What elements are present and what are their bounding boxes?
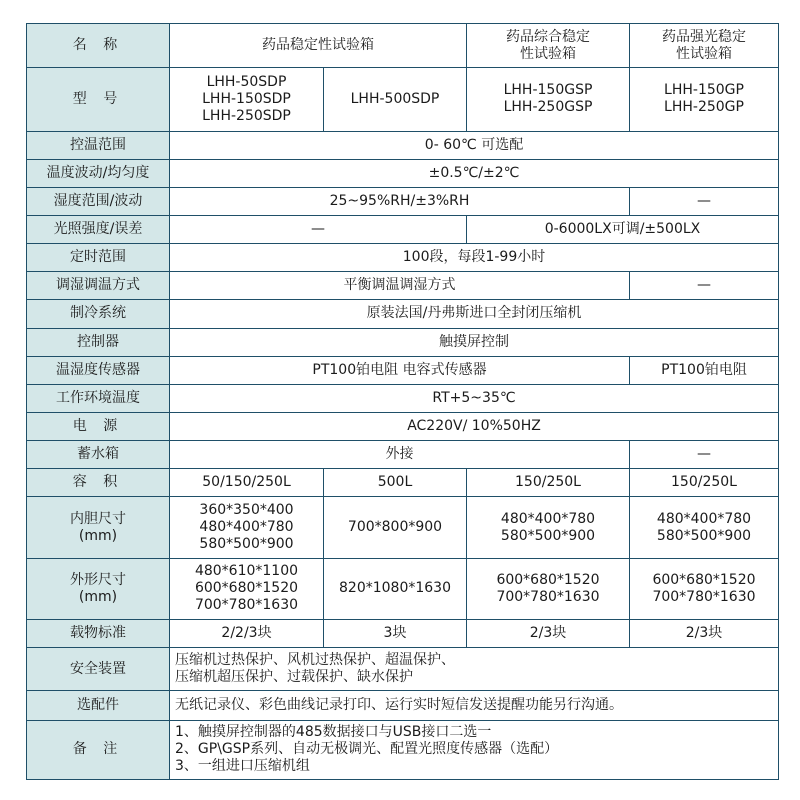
outer-size-c4: 600*680*1520 700*780*1630 [630,558,779,619]
sensor-value: PT100铂电阻 电容式传感器 [170,356,630,384]
sensor-c4: PT100铂电阻 [630,356,779,384]
safety-value: 压缩机过热保护、风机过热保护、超温保护、 压缩机超压保护、过载保护、缺水保护 [170,648,779,691]
options-value: 无纸记录仪、彩色曲线记录打印、运行实时短信发送提醒功能另行沟通。 [170,691,779,720]
model-c4: LHH-150GP LHH-250GP [630,68,779,131]
shelves-c2: 3块 [324,620,467,648]
control-mode-value: 平衡调温调湿方式 [170,272,630,300]
temp-fluct-label: 温度波动/均匀度 [27,159,170,187]
timer-label: 定时范围 [27,244,170,272]
inner-size-c3: 480*400*780 580*500*900 [467,497,630,558]
row-outer-size [27,558,779,619]
model-c1: LHH-50SDP LHH-150SDP LHH-250SDP [170,68,324,131]
temp-range-value: 0- 60℃ 可选配 [170,131,779,159]
light-c34: 0-6000LX可调/±500LX [467,215,779,243]
volume-c3: 150/250L [467,469,630,497]
power-label: 电 源 [27,412,170,440]
row-power [27,412,779,440]
humid-range-label: 湿度范围/波动 [27,187,170,215]
cooling-label: 制冷系统 [27,300,170,328]
outer-size-c2: 820*1080*1630 [324,558,467,619]
control-mode-c4: — [630,272,779,300]
model-c2: LHH-500SDP [324,68,467,131]
timer-value: 100段，每段1-99小时 [170,244,779,272]
spec-table [26,23,779,780]
water-tank-c4: — [630,441,779,469]
row-remarks [27,720,779,780]
row-humid-range [27,187,779,215]
env-temp-label: 工作环境温度 [27,384,170,412]
outer-size-c3: 600*680*1520 700*780*1630 [467,558,630,619]
sensor-label: 温湿度传感器 [27,356,170,384]
shelves-c3: 2/3块 [467,620,630,648]
header-col1: 药品稳定性试验箱 [170,24,467,68]
shelves-c4: 2/3块 [630,620,779,648]
options-label: 选配件 [27,691,170,720]
row-options [27,691,779,720]
header-col3: 药品综合稳定 性试验箱 [467,24,630,68]
inner-size-label: 内胆尺寸 (mm) [27,497,170,558]
row-temp-range [27,131,779,159]
remarks-label: 备 注 [27,720,170,780]
row-water-tank [27,441,779,469]
temp-range-label: 控温范围 [27,131,170,159]
volume-c4: 150/250L [630,469,779,497]
volume-c1: 50/150/250L [170,469,324,497]
row-sensor [27,356,779,384]
env-temp-value: RT+5~35℃ [170,384,779,412]
shelves-c1: 2/2/3块 [170,620,324,648]
outer-size-c1: 480*610*1100 600*680*1520 700*780*1630 [170,558,324,619]
row-temp-fluct [27,159,779,187]
row-cooling [27,300,779,328]
row-safety [27,648,779,691]
row-light [27,215,779,243]
volume-label: 容 积 [27,469,170,497]
header-row [27,24,779,68]
row-env-temp [27,384,779,412]
inner-size-c2: 700*800*900 [324,497,467,558]
row-inner-size [27,497,779,558]
row-timer [27,244,779,272]
controller-label: 控制器 [27,328,170,356]
water-tank-value: 外接 [170,441,630,469]
remarks-value: 1、触摸屏控制器的485数据接口与USB接口二选一 2、GP\GSP系列、自动无极调光、配置光照度传感器（选配） 3、一组进口压缩机组 [170,720,779,780]
temp-fluct-value: ±0.5℃/±2℃ [170,159,779,187]
name-label: 名 称 [27,24,170,68]
row-control-mode [27,272,779,300]
row-volume [27,469,779,497]
row-controller [27,328,779,356]
outer-size-label: 外形尺寸 (mm) [27,558,170,619]
inner-size-c1: 360*350*400 480*400*780 580*500*900 [170,497,324,558]
light-c12: — [170,215,467,243]
inner-size-c4: 480*400*780 580*500*900 [630,497,779,558]
model-c3: LHH-150GSP LHH-250GSP [467,68,630,131]
control-mode-label: 调湿调温方式 [27,272,170,300]
shelves-label: 载物标准 [27,620,170,648]
row-model [27,68,779,131]
humid-range-c4: — [630,187,779,215]
power-value: AC220V/ 10%50HZ [170,412,779,440]
humid-range-value: 25~95%RH/±3%RH [170,187,630,215]
safety-label: 安全装置 [27,648,170,691]
volume-c2: 500L [324,469,467,497]
light-label: 光照强度/误差 [27,215,170,243]
cooling-value: 原装法国/丹弗斯进口全封闭压缩机 [170,300,779,328]
water-tank-label: 蓄水箱 [27,441,170,469]
header-col4: 药品强光稳定 性试验箱 [630,24,779,68]
row-shelves [27,620,779,648]
controller-value: 触摸屏控制 [170,328,779,356]
model-label: 型 号 [27,68,170,131]
